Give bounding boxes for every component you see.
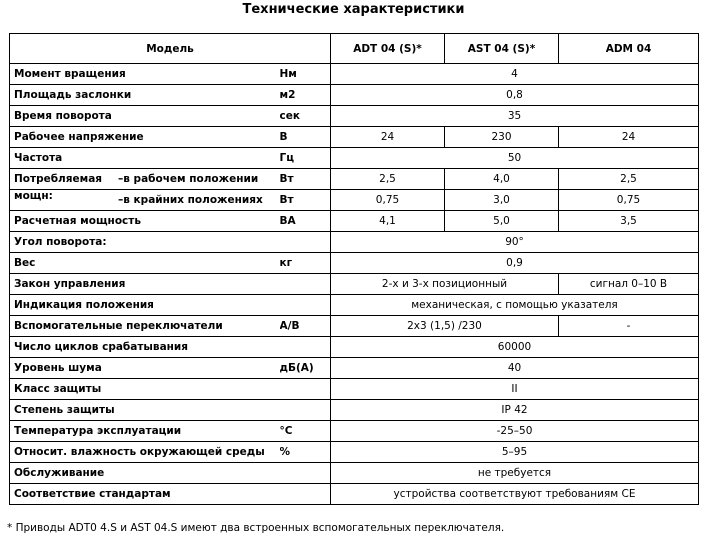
table-row [10, 463, 699, 484]
row-unit: Вт [280, 190, 331, 211]
row-unit: В [280, 127, 331, 148]
table-row [10, 211, 699, 232]
row-unit [280, 463, 331, 484]
row-value: не требуется [331, 463, 699, 484]
row-label: Степень защиты [10, 400, 280, 421]
row-label: Расчетная мощность [10, 211, 280, 232]
model-adm04: ADM 04 [559, 34, 699, 64]
row-label: Температура эксплуатации [10, 421, 280, 442]
page-title: Технические характеристики [242, 2, 465, 17]
model-header: Модель [10, 34, 331, 64]
table-row [10, 400, 699, 421]
row-unit [280, 484, 331, 505]
power-label-line2: мощн: [14, 190, 53, 202]
row-label: Индикация положения [10, 295, 280, 316]
row-label: Вес [10, 253, 280, 274]
footnote: * Приводы ADT0 4.S и AST 04.S имеют два встроенных вспомогательных переключателя. [7, 522, 505, 534]
row-unit: °C [280, 421, 331, 442]
row-label: Относит. влажность окружающей среды [10, 442, 280, 463]
row-value: 24 [559, 127, 699, 148]
row-value: 4,0 [445, 169, 559, 190]
row-label: Частота [10, 148, 280, 169]
row-value: 24 [331, 127, 445, 148]
row-value: 0,9 [331, 253, 699, 274]
power-label-line1: Потребляемая [14, 173, 103, 185]
table-row [10, 274, 699, 295]
table-row [10, 232, 699, 253]
row-value: 0,8 [331, 85, 699, 106]
row-value: сигнал 0–10 В [559, 274, 699, 295]
row-value: 50 [331, 148, 699, 169]
row-label: Класс защиты [10, 379, 280, 400]
model-adt04: ADT 04 (S)* [331, 34, 445, 64]
row-value: IP 42 [331, 400, 699, 421]
table-row [10, 358, 699, 379]
table-row [10, 484, 699, 505]
row-label: Время поворота [10, 106, 280, 127]
table-row [10, 169, 699, 190]
row-value: 40 [331, 358, 699, 379]
table-row [10, 127, 699, 148]
row-unit: A/B [280, 316, 331, 337]
row-unit: Нм [280, 64, 331, 85]
row-value: 90° [331, 232, 699, 253]
row-value: 4,1 [331, 211, 445, 232]
row-unit: м2 [280, 85, 331, 106]
row-value: 5–95 [331, 442, 699, 463]
row-unit: % [280, 442, 331, 463]
row-value: 2,5 [331, 169, 445, 190]
row-unit: Вт [280, 169, 331, 190]
row-unit: Гц [280, 148, 331, 169]
power-consumption-label [10, 169, 280, 190]
table-row [10, 148, 699, 169]
row-value: 0,75 [331, 190, 445, 211]
table-row [10, 379, 699, 400]
power-working-label: –в рабочем положении [118, 173, 259, 185]
row-label: Вспомогательные переключатели [10, 316, 280, 337]
row-unit: дБ(А) [280, 358, 331, 379]
row-unit [280, 274, 331, 295]
row-label: Число циклов срабатывания [10, 337, 280, 358]
row-label: Уровень шума [10, 358, 280, 379]
row-label: Закон управления [10, 274, 280, 295]
row-label: Момент вращения [10, 64, 280, 85]
row-value: 60000 [331, 337, 699, 358]
table-row [10, 337, 699, 358]
row-value: 4 [331, 64, 699, 85]
row-value: II [331, 379, 699, 400]
row-unit [280, 400, 331, 421]
table-row [10, 421, 699, 442]
row-unit [280, 337, 331, 358]
row-value: 230 [445, 127, 559, 148]
power-end-label: –в крайних положениях [118, 194, 263, 206]
row-value: 5,0 [445, 211, 559, 232]
power-consumption-label [10, 190, 280, 211]
table-row [10, 64, 699, 85]
row-value: 35 [331, 106, 699, 127]
row-label: Угол поворота: [10, 232, 280, 253]
row-value: 2-х и 3-х позиционный [331, 274, 559, 295]
table-row [10, 253, 699, 274]
table-row [10, 190, 699, 211]
row-value: 3,5 [559, 211, 699, 232]
row-value: 2,5 [559, 169, 699, 190]
row-unit: сек [280, 106, 331, 127]
row-label: Рабочее напряжение [10, 127, 280, 148]
row-value: 0,75 [559, 190, 699, 211]
model-ast04: AST 04 (S)* [445, 34, 559, 64]
table-row [10, 442, 699, 463]
row-value: механическая, с помощью указателя [331, 295, 699, 316]
row-label: Площадь заслонки [10, 85, 280, 106]
table-row [10, 295, 699, 316]
table-header-row [10, 34, 699, 64]
row-unit [280, 232, 331, 253]
spec-table [9, 33, 699, 505]
row-unit [280, 295, 331, 316]
table-row [10, 316, 699, 337]
row-value: - [559, 316, 699, 337]
row-unit: кг [280, 253, 331, 274]
row-value: -25–50 [331, 421, 699, 442]
row-label: Обслуживание [10, 463, 280, 484]
row-unit [280, 379, 331, 400]
row-unit: ВА [280, 211, 331, 232]
row-value: 3,0 [445, 190, 559, 211]
row-value: устройства соответствуют требованиям СЕ [331, 484, 699, 505]
table-row [10, 85, 699, 106]
table-row [10, 106, 699, 127]
row-label: Соответствие стандартам [10, 484, 280, 505]
row-value: 2x3 (1,5) /230 [331, 316, 559, 337]
